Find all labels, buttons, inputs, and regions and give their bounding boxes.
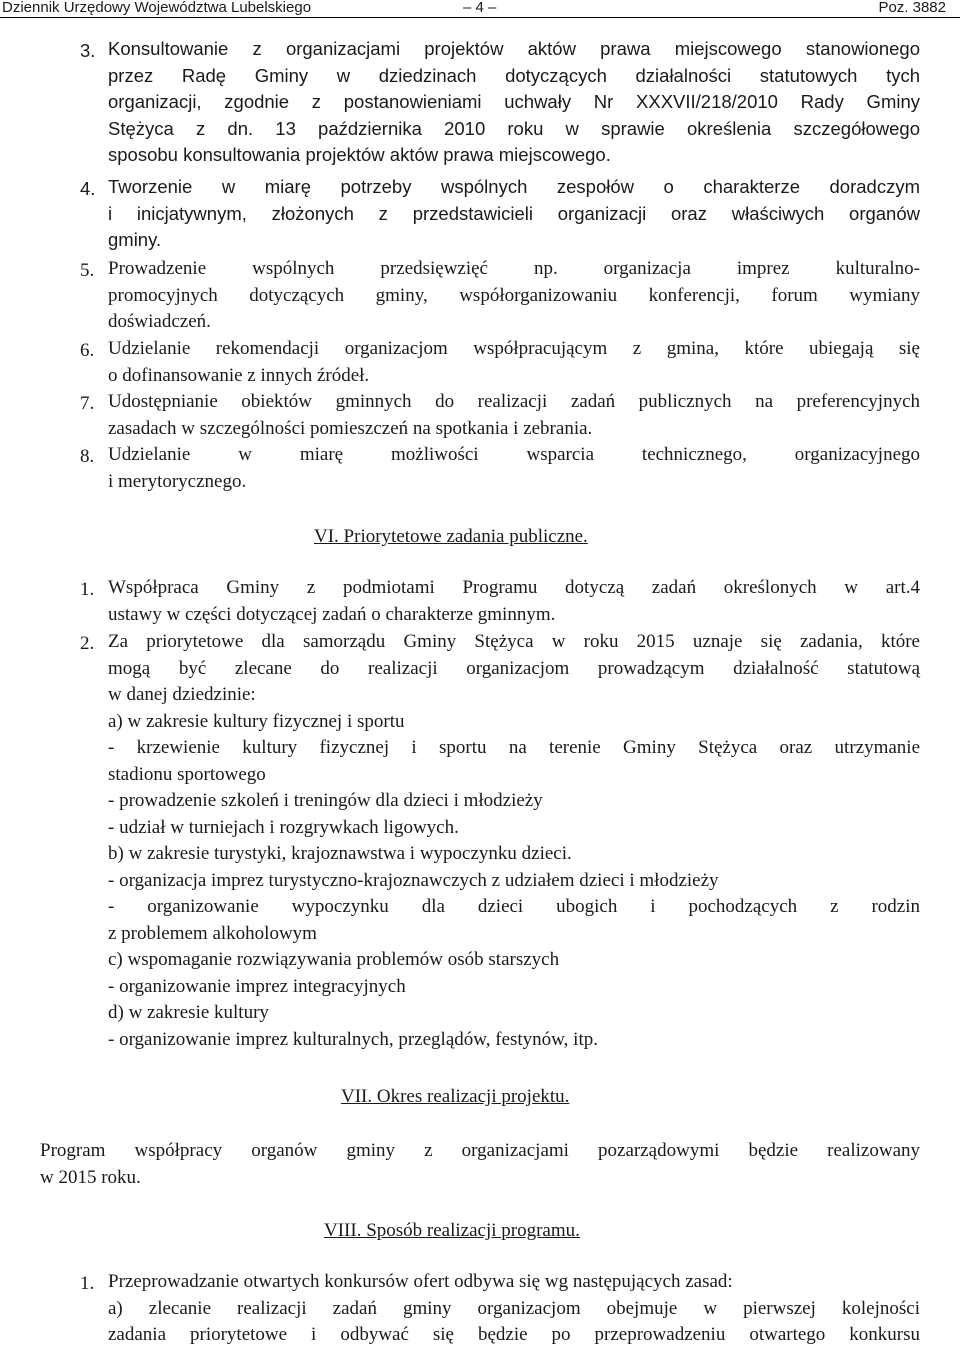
item-number: 3.: [80, 40, 96, 61]
item-text: [108, 256, 920, 336]
text-line: zadania priorytetowe i odbywać się będzie po przeprowadzeniu otwartego konkursu: [108, 1324, 920, 1345]
text-line: - prowadzenie szkoleń i treningów dla dzieci i młodzieży: [108, 790, 543, 811]
text-line: Udzielanie rekomendacji organizacjom współpracującym z gmina, które ubiegają się: [108, 338, 920, 359]
text-line: o dofinansowanie z innych źródeł.: [108, 364, 370, 386]
text-line: promocyjnych dotyczących gminy, współorganizowaniu konferencji, forum wymiany: [108, 284, 920, 306]
text-line: w 2015 roku.: [40, 1166, 141, 1188]
text-line: a) zlecanie realizacji zadań gminy organizacjom obejmuje w pierwszej kolejności: [108, 1297, 920, 1319]
section-heading-vi: VI. Priorytetowe zadania publiczne.: [314, 526, 588, 547]
item-number: 8.: [80, 446, 95, 467]
text-line: z problemem alkoholowym: [108, 922, 317, 944]
text-line: - organizowanie imprez kulturalnych, przeglądów, festynów, itp.: [108, 1028, 598, 1050]
text-line: sposobu konsultowania projektów aktów prawa miejscowego.: [108, 144, 611, 165]
text-line: doświadczeń.: [108, 311, 211, 332]
section-heading-viii: VIII. Sposób realizacji programu.: [324, 1220, 580, 1241]
text-line: przez Radę Gminy w dziedzinach dotyczących działalności statutowych tych: [108, 64, 920, 86]
journal-title: Dziennik Urzędowy Województwa Lubelskiego: [2, 0, 312, 16]
text-line: Współpraca Gminy z podmiotami Programu dotyczą zadań określonych w art.4: [108, 577, 920, 598]
item-text: [108, 389, 920, 442]
text-line: Tworzenie w miarę potrzeby wspólnych zespołów o charakterze doradczym: [108, 176, 920, 197]
text-line: Przeprowadzanie otwartych konkursów ofert odbywa się wg następujących zasad:: [108, 1271, 733, 1292]
page-number: – 4 –: [463, 0, 497, 16]
text-line: gminy.: [108, 229, 162, 250]
item-number: 1.: [80, 1273, 95, 1294]
text-line: Prowadzenie wspólnych przedsięwzięć np. organizacja imprez kulturalno-: [108, 258, 920, 279]
text-line: - organizowanie wypoczynku dla dzieci ubogich i pochodzących z rodzin: [108, 896, 920, 917]
position-number: Poz. 3882: [878, 0, 946, 16]
item-text: [108, 442, 920, 495]
text-line: Konsultowanie z organizacjami projektów aktów prawa miejscowego stanowionego: [108, 38, 920, 59]
text-line: w danej dziedzinie:: [108, 684, 256, 705]
item-number: 2.: [80, 633, 95, 654]
item-text: [108, 174, 920, 254]
text-line: i inicjatywnym, złożonych z przedstawicieli organizacji oraz właściwych organów: [108, 202, 920, 224]
text-line: zasadach w szczególności pomieszczeń na spotkania i zebrania.: [108, 417, 593, 439]
text-line: Program współpracy organów gminy z organizacjami pozarządowymi będzie realizowany: [40, 1140, 920, 1161]
section-heading-vii: VII. Okres realizacji projektu.: [341, 1086, 570, 1107]
item-text: [108, 575, 920, 628]
text-line: Udostępnianie obiektów gminnych do realizacji zadań publicznych na preferencyjnych: [108, 391, 920, 412]
item-number: 7.: [80, 393, 95, 414]
item-number: 5.: [80, 260, 95, 281]
text-line: mogą być zlecane do realizacji organizacjom prowadzącym działalność statutową: [108, 657, 920, 679]
text-line: - udział w turniejach i rozgrywkach ligowych.: [108, 816, 459, 838]
text-line: - organizacja imprez turystyczno-krajoznawczych z udziałem dzieci i młodzieży: [108, 869, 719, 891]
text-line: organizacji, zgodnie z postanowieniami uchwały Nr XXXVII/218/2010 Rady Gminy: [108, 91, 920, 112]
text-line: stadionu sportowego: [108, 763, 266, 785]
text-line: - krzewienie kultury fizycznej i sportu na terenie Gminy Stężyca oraz utrzymanie: [108, 737, 920, 758]
text-line: Stężyca z dn. 13 października 2010 roku w sprawie określenia szczegółowego: [108, 117, 920, 139]
text-line: c) wspomaganie rozwiązywania problemów osób starszych: [108, 949, 560, 970]
item-number: 4.: [80, 178, 96, 199]
item-text: [108, 1269, 920, 1349]
item-text: [108, 629, 920, 1053]
text-line: d) w zakresie kultury: [108, 1002, 269, 1023]
item-number: 6.: [80, 340, 95, 361]
text-line: ustawy w części dotyczącej zadań o charakterze gminnym.: [108, 603, 556, 625]
text-line: - organizowanie imprez integracyjnych: [108, 975, 406, 997]
item-text: [108, 336, 920, 389]
section-vii-text: [40, 1138, 920, 1191]
text-line: Za priorytetowe dla samorządu Gminy Stężyca w roku 2015 uznaje się zadania, które: [108, 631, 920, 652]
item-text: [108, 36, 920, 169]
header-divider: [0, 17, 960, 18]
text-line: Udzielanie w miarę możliwości wsparcia technicznego, organizacyjnego: [108, 444, 920, 465]
text-line: a) w zakresie kultury fizycznej i sportu: [108, 710, 405, 732]
item-number: 1.: [80, 579, 95, 600]
text-line: i merytorycznego.: [108, 470, 247, 492]
page-header: [0, 0, 960, 19]
text-line: b) w zakresie turystyki, krajoznawstwa i wypoczynku dzieci.: [108, 843, 572, 864]
